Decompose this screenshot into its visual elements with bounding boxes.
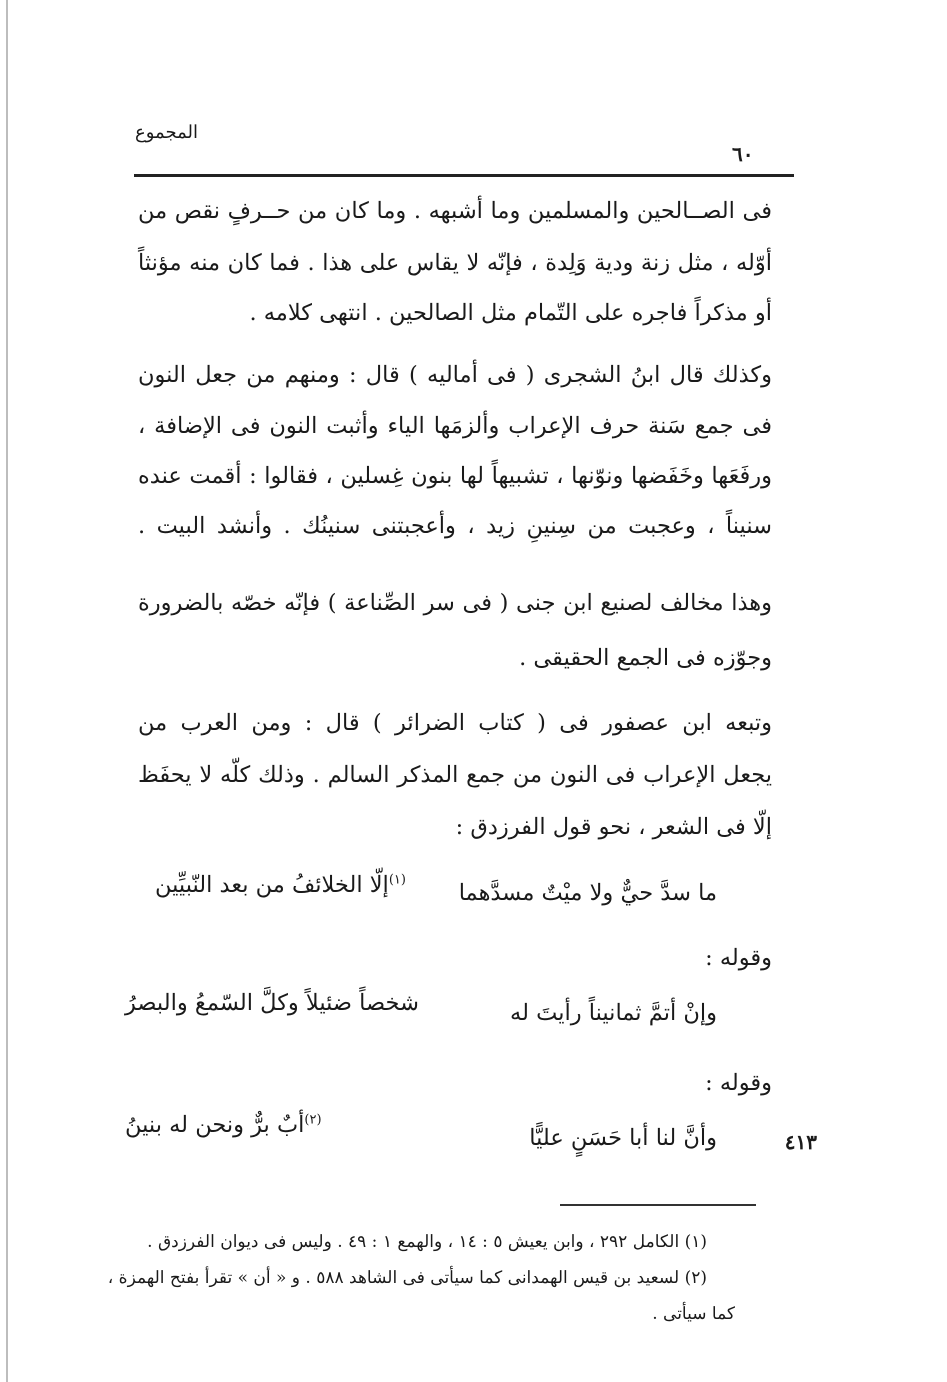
verse-intro: وقوله : (705, 1070, 772, 1096)
text-line: إلّا فى الشعر ، نحو قول الفرزدق : (455, 814, 772, 840)
page-number: ٦٠ (732, 142, 754, 166)
text-line: فى الصــالحين والمسلمين وما أشبهه . وما كان من حــرفٍ نقص من (138, 198, 772, 224)
verse-first-hemistich: ما سدَّ حيٌّ ولا ميْتٌ مسدَّهما (458, 880, 717, 906)
verse-second-hemistich (155, 872, 406, 898)
verse-second-hemistich (125, 1112, 322, 1138)
text-line: فى جمع سَنة حرف الإعراب وألزمَها الياء وأثبت النون فى الإضافة ، (138, 413, 772, 439)
verse-second-text: إلّا الخلائفُ من بعد النّبيِّين (155, 872, 389, 898)
text-line: يجعل الإعراب فى النون من جمع المذكر السالم . وذلك كلّه لا يحفَظ (138, 762, 772, 788)
text-line: وكذلك قال ابنُ الشجرى ( فى أماليه ) قال : ومنهم من جعل النون (138, 362, 772, 388)
verse-second-text: أبٌ برٌّ ونحن له بنينُ (125, 1112, 305, 1138)
text-line: وتبعه ابن عصفور فى ( كتاب الضرائر ) قال : ومن العرب من (138, 710, 772, 736)
verse-intro: وقوله : (705, 945, 772, 971)
text-line: ورفَعَها وخَفَضها ونوّنها ، تشبيهاً لها بنون غِسلين ، فقالوا : أقمت عنده (138, 463, 772, 489)
verse-second-hemistich: شخصاً ضئيلاً وكلَّ السّمعُ والبصرُ (125, 990, 419, 1016)
page-edge-shadow (6, 0, 8, 1382)
footnote: كما سيأتى . (652, 1304, 735, 1324)
footnote-mark: (٢) (304, 1112, 322, 1128)
text-line: أوّله ، مثل زنة ودية وَلِدة ، فإنّه لا يقاس على هذا . فما كان منه مؤنثاً (138, 250, 772, 276)
running-header-title: المجموع (135, 122, 198, 143)
footnote-mark: (١) (388, 872, 406, 888)
footnote: (١) الكامل ٢٩٢ ، وابن يعيش ٥ : ١٤ ، والهمع ١ : ٤٩ . وليس فى ديوان الفرزدق . (147, 1232, 707, 1252)
text-line: وهذا مخالف لصنيع ابن جنى ( فى سر الصِّناعة ) فإنّه خصّه بالضرورة (138, 590, 772, 616)
verse-number: ٤١٣ (784, 1130, 817, 1154)
text-line: أو مذكراً فاجره على التّمام مثل الصالحين . انتهى كلامه . (249, 300, 772, 326)
verse-first-hemistich: وإنْ أتمَّ ثمانيناً رأيتَ له (510, 1000, 717, 1026)
footnote-rule (560, 1204, 756, 1206)
header-rule (134, 174, 794, 177)
text-line: وجوّزه فى الجمع الحقيقى . (519, 645, 772, 671)
text-line: سنيناً ، وعجبت من سِنينِ زيد ، وأعجبتنى سنينُك . وأنشد البيت . (138, 513, 772, 539)
footnote: (٢) لسعيد بن قيس الهمدانى كما سيأتى فى الشاهد ٥٨٨ . و « أن » تقرأ بفتح الهمزة ، (107, 1268, 707, 1288)
verse-first-hemistich: وأنَّ لنا أبا حَسَنٍ عليًّا (529, 1125, 717, 1151)
